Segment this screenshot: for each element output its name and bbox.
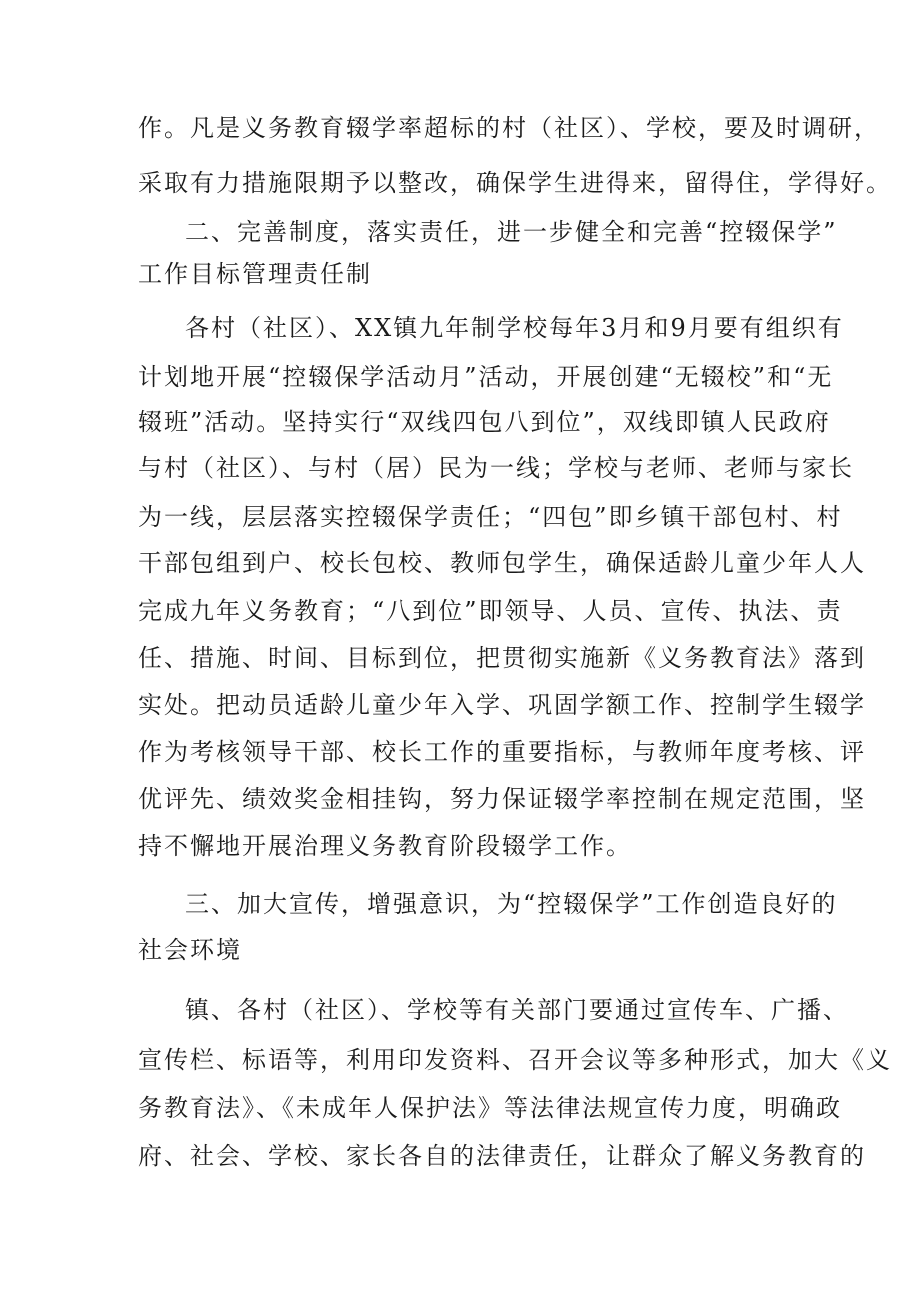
text-line: 持不懈地开展治理义务教育阶段辍学工作。 <box>138 832 632 860</box>
section-heading-3-cont: 社会环境 <box>138 936 242 964</box>
text-line: 作为考核领导干部、校长工作的重要指标，与教师年度考核、评 <box>138 738 866 766</box>
text-line: 任、措施、时间、目标到位，把贯彻实施新《义务教育法》落到 <box>138 644 866 672</box>
text-line: 优评先、绩效奖金相挂钩，努力保证辍学率控制在规定范围，坚 <box>138 785 866 813</box>
text-line: 宣传栏、标语等，利用印发资料、召开会议等多种形式，加大《义 <box>138 1046 892 1074</box>
text-line: 实处。把动员适龄儿童少年入学、巩固学额工作、控制学生辍学 <box>138 691 866 719</box>
section-heading-2: 二、完善制度，落实责任，进一步健全和完善“控辍保学” <box>185 218 838 246</box>
section-heading-2-cont: 工作目标管理责任制 <box>138 260 372 288</box>
text-line: 务教育法》、《未成年人保护法》等法律法规宣传力度，明确政 <box>138 1094 842 1122</box>
text-line: 作。凡是义务教育辍学率超标的村（社区）、学校，要及时调研， <box>138 114 880 142</box>
text-line: 采取有力措施限期予以整改，确保学生进得来，留得住，学得好。 <box>138 169 892 197</box>
section-heading-3: 三、加大宣传，增强意识，为“控辍保学”工作创造良好的 <box>185 890 838 918</box>
text-line: 干部包组到户、校长包校、教师包学生，确保适龄儿童少年人人 <box>138 549 866 577</box>
text-line: 镇、各村（社区）、学校等有关部门要通过宣传车、广播、 <box>185 996 849 1024</box>
text-line: 各村（社区）、XX镇九年制学校每年3月和9月要有组织有 <box>185 314 844 342</box>
text-line: 府、社会、学校、家长各自的法律责任，让群众了解义务教育的 <box>138 1142 866 1170</box>
text-line: 计划地开展“控辍保学活动月”活动，开展创建“无辍校”和“无 <box>138 363 834 391</box>
text-line: 与村（社区）、与村（居）民为一线；学校与老师、老师与家长 <box>138 454 854 482</box>
text-line: 为一线，层层落实控辍保学责任；“四包”即乡镇干部包村、村 <box>138 503 843 531</box>
text-line: 完成九年义务教育；“八到位”即领导、人员、宣传、执法、责 <box>138 597 843 625</box>
text-line: 辍班”活动。坚持实行“双线四包八到位”，双线即镇人民政府 <box>138 408 831 436</box>
